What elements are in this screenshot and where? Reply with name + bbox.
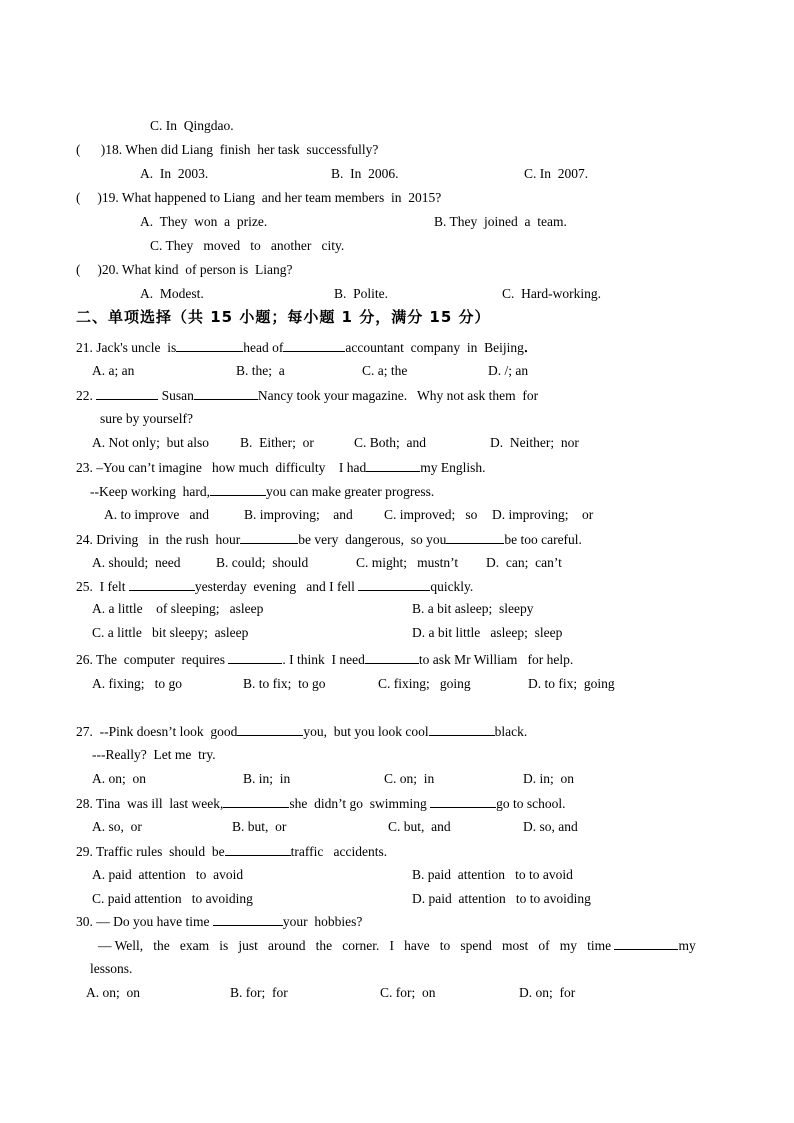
q30-option-c: C. for; on xyxy=(380,985,436,1000)
q18-option-b: B. In 2006. xyxy=(331,166,399,181)
q18-stem xyxy=(76,142,378,158)
q22-option-c: C. Both; and xyxy=(354,435,427,450)
q25-option-b: B. a bit asleep; sleepy xyxy=(412,601,534,616)
q23-option-a: A. to improve and xyxy=(104,507,209,522)
q30-option-d: D. on; for xyxy=(519,985,576,1000)
answer-blank[interactable] xyxy=(194,387,258,400)
question-text: 18. When did Liang finish her task successfully? xyxy=(105,142,379,157)
answer-blank[interactable] xyxy=(446,531,504,544)
q27-option-d: D. in; on xyxy=(523,771,575,786)
q27-stem-cont: ---Really? Let me try. xyxy=(92,747,216,762)
q19-option-c: C. They moved to another city. xyxy=(150,238,345,253)
q29-stem: 29. Traffic rules should be traffic accidents. xyxy=(76,844,388,859)
q23-stem: 23. –You can’t imagine how much difficulty I had my English. xyxy=(76,460,486,475)
q30-option-a: A. on; on xyxy=(86,985,140,1000)
answer-blank[interactable] xyxy=(228,651,282,664)
q24-option-c: C. might; mustn’t xyxy=(356,555,459,570)
q26-option-c: C. fixing; going xyxy=(378,676,471,691)
q29-option-d: D. paid attention to to avoiding xyxy=(412,891,591,906)
q30-stem: 30. — Do you have time your hobbies? xyxy=(76,914,363,929)
answer-paren[interactable]: ( ) xyxy=(76,262,102,277)
q29-option-c: C. paid attention to avoiding xyxy=(92,891,253,906)
answer-blank[interactable] xyxy=(366,459,420,472)
q20-option-c: C. Hard-working. xyxy=(502,286,601,301)
q20-stem xyxy=(76,262,292,278)
q20-option-a: A. Modest. xyxy=(140,286,204,301)
section-heading: 二、单项选择（共 15 小题；每小题 1 分，满分 15 分） xyxy=(76,308,491,326)
q24-stem: 24. Driving in the rush hour be very dangerous, so you be too careful. xyxy=(76,532,582,547)
answer-paren[interactable]: ( ) xyxy=(76,142,106,157)
q25-option-a: A. a little of sleeping; asleep xyxy=(92,601,264,616)
q27-option-c: C. on; in xyxy=(384,771,435,786)
q24-option-a: A. should; need xyxy=(92,555,181,570)
q26-option-d: D. to fix; going xyxy=(528,676,615,691)
answer-blank[interactable] xyxy=(225,843,291,856)
q19-stem xyxy=(76,190,441,206)
q21-option-d: D. /; an xyxy=(488,363,529,378)
q28-option-d: D. so, and xyxy=(523,819,578,834)
answer-blank[interactable] xyxy=(176,339,243,352)
answer-paren[interactable]: ( ) xyxy=(76,190,102,205)
q26-stem: 26. The computer requires . I think I need to ask Mr William for help. xyxy=(76,652,574,667)
q22-option-a: A. Not only; but also xyxy=(92,435,209,450)
q18-option-a: A. In 2003. xyxy=(140,166,209,181)
q21-option-b: B. the; a xyxy=(236,363,285,378)
q19-option-a: A. They won a prize. xyxy=(140,214,268,229)
q23-stem-cont: --Keep working hard, you can make greater progress. xyxy=(90,484,435,499)
answer-blank[interactable] xyxy=(223,795,289,808)
answer-blank[interactable] xyxy=(614,937,678,950)
q24-option-d: D. can; can’t xyxy=(486,555,562,570)
answer-blank[interactable] xyxy=(430,795,496,808)
q26-option-a: A. fixing; to go xyxy=(92,676,182,691)
q21-option-c: C. a; the xyxy=(362,363,408,378)
answer-blank[interactable] xyxy=(240,531,298,544)
q28-option-a: A. so, or xyxy=(92,819,142,834)
q22-stem: 22. Susan Nancy took your magazine. Why not ask them for xyxy=(76,388,539,403)
answer-blank[interactable] xyxy=(283,339,345,352)
answer-blank[interactable] xyxy=(96,387,158,400)
q18-option-c: C. In 2007. xyxy=(524,166,589,181)
q21-stem: 21. Jack's uncle is head of accountant company in Beijing． xyxy=(76,340,538,355)
q30-stem-cont2: lessons. xyxy=(90,961,133,976)
q25-option-d: D. a bit little asleep; sleep xyxy=(412,625,563,640)
q28-stem: 28. Tina was ill last week, she didn’t go swimming go to school. xyxy=(76,796,566,811)
q30-option-b: B. for; for xyxy=(230,985,288,1000)
q30-stem-cont: — Well, the exam is just around the corner. I have to spend most of my time my xyxy=(98,938,696,953)
answer-blank[interactable] xyxy=(237,723,303,736)
q27-option-b: B. in; in xyxy=(243,771,291,786)
q23-option-b: B. improving; and xyxy=(244,507,353,522)
answer-blank[interactable] xyxy=(358,578,430,591)
q25-stem: 25. I felt yesterday evening and I fell quickly. xyxy=(76,579,474,594)
q27-option-a: A. on; on xyxy=(92,771,146,786)
q22-option-b: B. Either; or xyxy=(240,435,314,450)
q21-option-a: A. a; an xyxy=(92,363,135,378)
answer-blank[interactable] xyxy=(210,483,266,496)
answer-blank[interactable] xyxy=(429,723,495,736)
answer-blank[interactable] xyxy=(129,578,195,591)
question-text: 20. What kind of person is Liang? xyxy=(101,262,293,277)
q22-stem-cont: sure by yourself? xyxy=(100,411,193,426)
q19-option-b: B. They joined a team. xyxy=(434,214,567,229)
q25-option-c: C. a little bit sleepy; asleep xyxy=(92,625,249,640)
q28-option-c: C. but, and xyxy=(388,819,451,834)
answer-blank[interactable] xyxy=(365,651,419,664)
q23-option-d: D. improving; or xyxy=(492,507,594,522)
q23-option-c: C. improved; so xyxy=(384,507,478,522)
q26-option-b: B. to fix; to go xyxy=(243,676,326,691)
q28-option-b: B. but, or xyxy=(232,819,287,834)
q29-option-b: B. paid attention to to avoid xyxy=(412,867,573,882)
q22-option-d: D. Neither; nor xyxy=(490,435,579,450)
answer-blank[interactable] xyxy=(213,913,283,926)
q20-option-b: B. Polite. xyxy=(334,286,389,301)
q17-option-c: C. In Qingdao. xyxy=(150,118,234,133)
q24-option-b: B. could; should xyxy=(216,555,309,570)
question-text: 19. What happened to Liang and her team members in 2015? xyxy=(101,190,442,205)
q29-option-a: A. paid attention to avoid xyxy=(92,867,244,882)
q27-stem: 27. --Pink doesn’t look good you, but you look cool black. xyxy=(76,724,528,739)
